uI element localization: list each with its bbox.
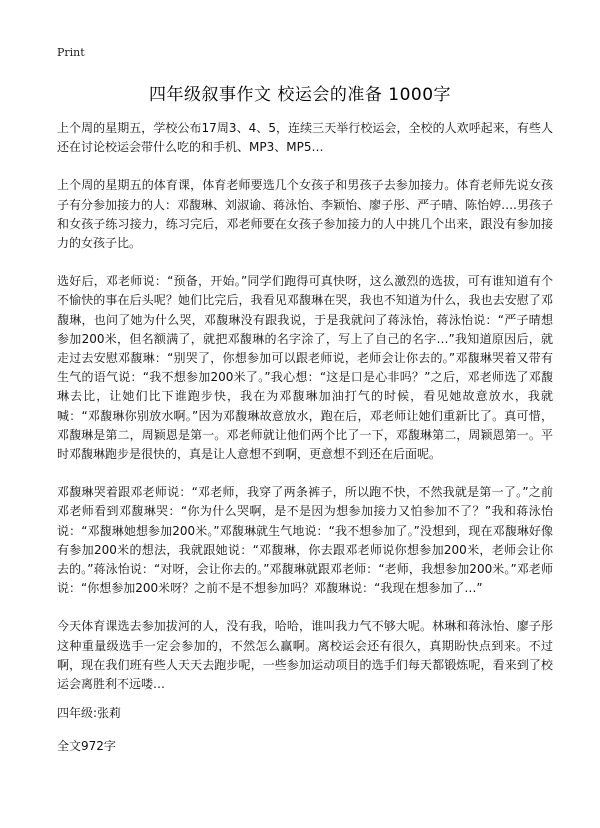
paragraph: 选好后，邓老师说：“预备，开始。”同学们跑得可真快呀，这么激烈的选拔，可有谁知道有个不愉快的事在后头呢？她们比完后，我看见邓馥琳在哭，我也不知道为什么，我也去安慰了邓馥琳，也问了她为什么哭，邓馥琳没有跟我说，于是我就问了蒋泳怡，蒋泳怡说：“严子晴想参加200米，但名额满了，就把邓馥琳的名字涂了，写上了自己的名字…”我知道原因后，就走过去安慰邓馥琳：“别哭了，你想参加可以跟老师说，老师会让你去的。”邓馥琳哭着又带有生气的语气说：“我不想参加200米了。”我心想：“这是口是心非吗？”之后，邓老师选了邓馥琳去比，让她们比下谁跑步快，我在为邓馥琳加油打气的时候，看见她故意放水，我就喊：“邓馥琳你别放水啊。”因为邓馥琳故意放水，跑在后，邓老师让她们重新比了。真可惜，邓馥琳是第二，周颖恩是第一。邓老师就让他们两个比了一下，邓馥琳第二，周颖恩第一。平时邓馥琳跑步是很快的，真是让人意想不到啊，更意想不到还在后面呢。 [57,274,553,462]
paragraph: 上个周的星期五的体育课，体育老师要选几个女孩子和男孩子去参加接力。体育老师先说女孩子有分参加接力的人：邓馥琳、刘淑谕、蒋泳怡、李颖怡、廖子彤、严子晴、陈怡婷….男孩子和女孩子练习接力，练习完后，邓老师要在女孩子参加接力的人中挑几个出来，跟没有参加接力的女孩子比。 [57,178,553,251]
paragraph: 邓馥琳哭着跟邓老师说：“邓老师，我穿了两条裤子，所以跑不快，不然我就是第一了。”之前邓老师看到邓馥琳哭：“你为什么哭啊，是不是因为想参加接力又怕参加不了？”我和蒋泳怡说：“邓馥琳她想参加200米。”邓馥琳就生气地说：“我不想参加了。”没想到，现在邓馥琳好像有参加200米的想法，我就跟她说：“邓馥琳，你去跟邓老师说你想参加200米，老师会让你去的。”蒋泳怡说：“对呀，会让你去的。”邓馥琳就跟邓老师：“老师，我想参加200米。”邓老师说：“你想参加200米呀？之前不是不想参加吗？邓馥琳说：“我现在想参加了…” [57,485,553,596]
paragraph: 今天体育课选去参加拔河的人，没有我，哈哈，谁叫我力气不够大呢。林琳和蒋泳怡、廖子彤这种重量级选手一定会参加的，不然怎么赢啊。离校运会还有很久，真期盼快点到来。不过啊，现在我们班有些人天天去跑步呢，一些参加运动项目的选手们每天都锻炼呢，看来到了校运会离胜利不远喽… [57,619,553,692]
author-line: 四年级:张莉 [57,706,122,720]
article-body [57,119,553,713]
paragraph: 上个周的星期五，学校公布17周3、4、5，连续三天举行校运会，全校的人欢呼起来，有些人还在讨论校运会带什么吃的和手机、MP3、MP5… [57,121,553,155]
article-title: 四年级叙事作文 校运会的准备 1000字 [148,85,452,105]
print-link[interactable]: Print [57,46,85,59]
word-count: 全文972字 [57,739,116,753]
